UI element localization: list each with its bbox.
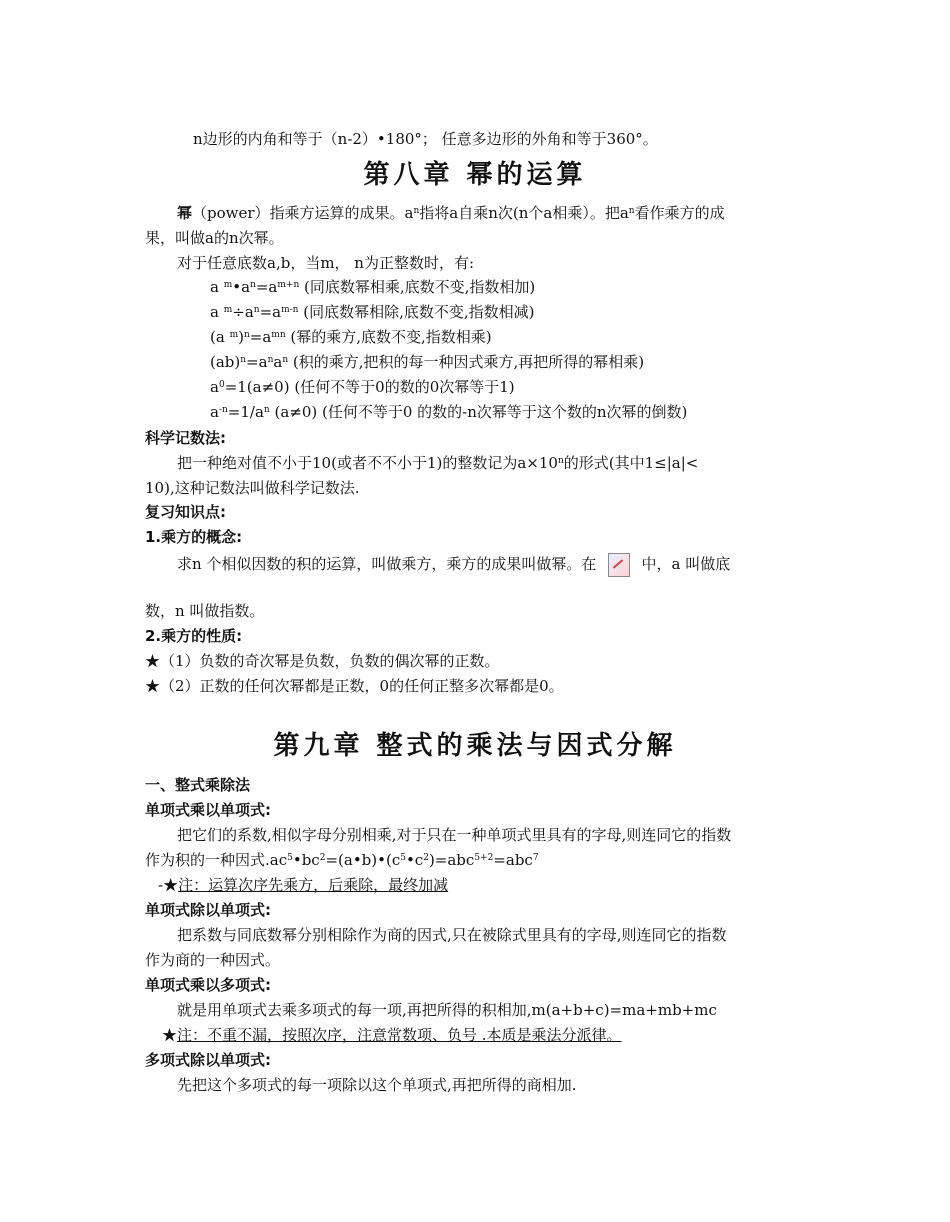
mono-times-mono-heading: 单项式乘以单项式: xyxy=(145,801,271,819)
rule-5: $a^0=1(a\ne 0)$ (任何不等于0的数的0次幂等于1) xyxy=(210,378,515,396)
poly-div-mono-heading: 多项式除以单项式: xyxy=(145,1051,271,1069)
mono-times-poly-heading: 单项式乘以多项式: xyxy=(145,976,271,994)
property-heading: 2.乘方的性质: xyxy=(145,627,243,645)
mono-div-mono-heading: 单项式除以单项式: xyxy=(145,901,271,919)
poly-div-mono-line-1: 先把这个多项式的每一项除以这个单项式,再把所得的商相加. xyxy=(177,1076,577,1094)
polygon-angle-line: n边形的内角和等于（n-2）•180°； 任意多边形的外角和等于360°。 xyxy=(193,130,658,148)
power-definition-line-2: 果，叫做a的n次幂。 xyxy=(145,229,284,247)
mono-times-poly-line-1: 就是用单项式去乘多项式的每一项,再把所得的积相加,m(a+b+c)=ma+mb+mc xyxy=(177,1001,717,1019)
note-distributive: ★注：不重不漏，按照次序，注意常数项、负号 .本质是乘法分派律。 xyxy=(162,1026,622,1044)
mono-times-mono-line-2: 作为积的一种因式$.ac^5•bc^2=(a•b)•(c^5•c^2)=abc^{5+2}=abc^7$ xyxy=(145,851,539,869)
concept-line-2: 数，n 叫做指数。 xyxy=(145,602,265,620)
power-definition-line-1: 幂（power）指乘方运算的成果。$a^n$指将a自乘n次(n个a相乘）。把$a^n$看作乘方的成 xyxy=(177,204,725,222)
section-1-heading: 一、整式乘除法 xyxy=(145,776,251,794)
rule-2: a $^m\div a^n=a^{m-n}$ (同底数幂相除,底数不变,指数相减) xyxy=(210,303,535,321)
rule-6: $a^{-n}=1/a^n$ (a≠0) (任何不等于0 的数的-n次幂等于这个数的n次幂的倒数) xyxy=(210,403,688,421)
rules-intro: 对于任意底数a,b，当m， n为正整数时，有: xyxy=(177,254,475,272)
chapter-8-title: 第八章 幂的运算 xyxy=(363,160,587,190)
review-heading: 复习知识点: xyxy=(145,503,226,521)
rule-1: a $^m•a^n=a^{m+n}$ (同底数幂相乘,底数不变,指数相加) xyxy=(210,278,536,296)
scientific-notation-line-1: 把一种绝对值不小于10(或者不不小于1)的整数记为$a\times 10^n$的形式(其中1≤|a|< xyxy=(177,454,699,472)
concept-heading: 1.乘方的概念: xyxy=(145,528,243,546)
mono-div-mono-line-2: 作为商的一种因式。 xyxy=(145,951,281,969)
scientific-notation-line-2: 10),这种记数法叫做科学记数法. xyxy=(145,479,360,497)
chapter-9-title: 第九章 整式的乘法与因式分解 xyxy=(273,731,677,761)
formula-image-icon xyxy=(608,553,630,577)
power-term: 幂 xyxy=(177,204,193,222)
note-operation-order: -★注：运算次序先乘方，后乘除，最终加减 xyxy=(158,876,449,894)
scientific-notation-heading: 科学记数法: xyxy=(145,429,226,447)
rule-3: (a $^m)^n=a^{mn}$ (幂的乘方,底数不变,指数相乘) xyxy=(210,328,492,346)
property-star-2: ★（2）正数的任何次幂都是正数，0的任何正整多次幂都是0。 xyxy=(145,677,564,695)
concept-line-1: 求n 个相似因数的积的运算，叫做乘方，乘方的成果叫做幂。在 中，a 叫做底 xyxy=(177,552,730,577)
mono-times-mono-line-1: 把它们的系数,相似字母分别相乘,对于只在一种单项式里具有的字母,则连同它的指数 xyxy=(177,826,732,844)
rule-4: $(ab)^n=a^na^n$ (积的乘方,把积的每一种因式乘方,再把所得的幂相乘) xyxy=(210,353,645,371)
property-star-1: ★（1）负数的奇次幂是负数，负数的偶次幂的正数。 xyxy=(145,652,500,670)
mono-div-mono-line-1: 把系数与同底数幂分别相除作为商的因式,只在被除式里具有的字母,则连同它的指数 xyxy=(177,926,727,944)
